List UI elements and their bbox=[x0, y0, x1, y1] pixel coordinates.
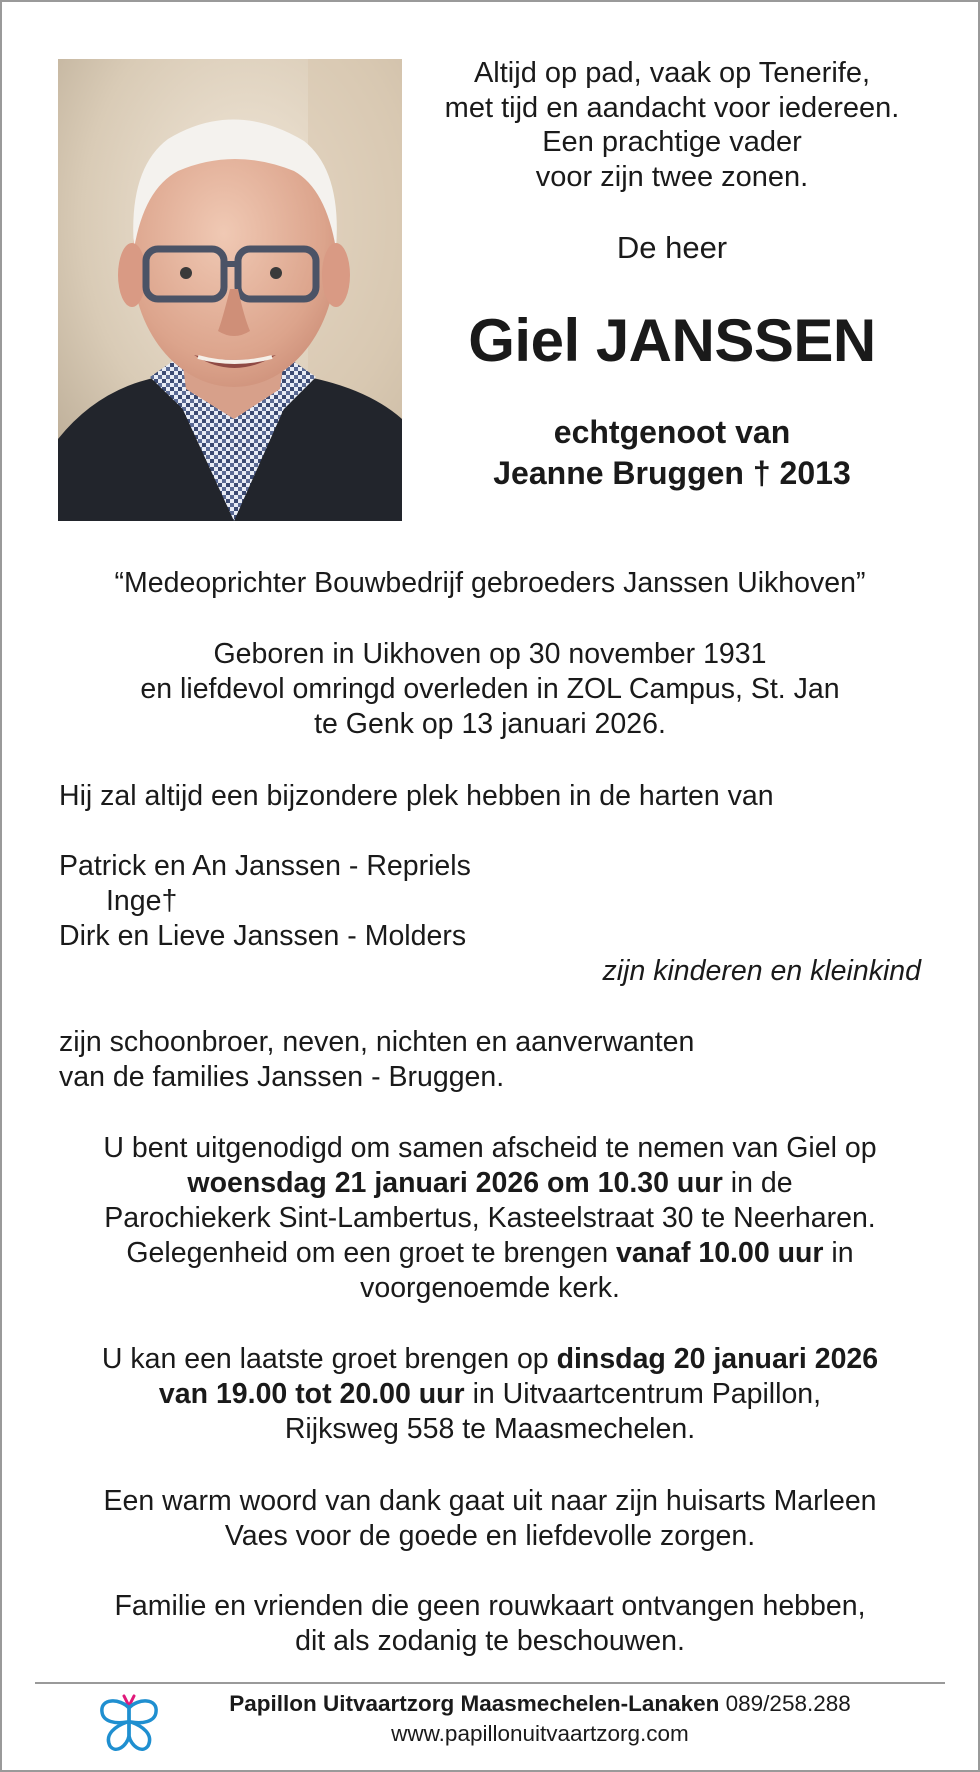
birth-death-info bbox=[40, 637, 940, 742]
thanks-line: Vaes voor de goede en liefdevolle zorgen. bbox=[224, 1520, 756, 1552]
ceremony-date: woensdag 21 januari 2026 om 10.30 uur bbox=[187, 1167, 723, 1199]
viewing-line: U kan een laatste groet brengen op dinsdag 20 januari 2026 bbox=[101, 1343, 879, 1375]
relatives-line: zijn schoonbroer, neven, nichten en aanverwanten bbox=[59, 1026, 695, 1058]
viewing-date: dinsdag 20 januari 2026 bbox=[556, 1343, 879, 1375]
company-name: Papillon Uitvaartzorg Maasmechelen-Lanaken bbox=[229, 1691, 720, 1716]
family-line: Patrick en An Janssen - Repriels bbox=[59, 850, 471, 882]
relatives-line: van de families Janssen - Bruggen. bbox=[59, 1061, 505, 1093]
birth-death-line: te Genk op 13 januari 2026. bbox=[314, 708, 666, 740]
notice-line: dit als zodanig te beschouwen. bbox=[295, 1625, 685, 1657]
poem bbox=[412, 56, 932, 194]
ceremony-line: Gelegenheid om een groet te brengen vanaf 10.00 uur in bbox=[126, 1237, 854, 1269]
family-line: Inge† bbox=[106, 885, 178, 917]
footer-divider bbox=[35, 1682, 945, 1684]
ceremony-line: Parochiekerk Sint-Lambertus, Kasteelstraat 30 te Neerharen. bbox=[104, 1202, 876, 1234]
thanks-line: Een warm woord van dank gaat uit naar zijn huisarts Marleen bbox=[103, 1485, 877, 1517]
ceremony-line: U bent uitgenodigd om samen afscheid te nemen van Giel op bbox=[103, 1132, 877, 1164]
notice bbox=[40, 1589, 940, 1659]
visit-time: vanaf 10.00 uur bbox=[615, 1237, 824, 1269]
viewing-line: van 19.00 tot 20.00 uur in Uitvaartcentrum Papillon, bbox=[158, 1378, 822, 1410]
birth-death-line: en liefdevol omringd overleden in ZOL Campus, St. Jan bbox=[140, 673, 840, 705]
family-caption: zijn kinderen en kleinkind bbox=[602, 955, 921, 987]
viewing-time: van 19.00 tot 20.00 uur bbox=[158, 1378, 465, 1410]
thanks bbox=[40, 1484, 940, 1554]
deceased-name: Giel JANSSEN bbox=[468, 307, 876, 374]
poem-line: Altijd op pad, vaak op Tenerife, bbox=[473, 57, 871, 89]
portrait-photo bbox=[58, 59, 402, 521]
viewing-line: Rijksweg 558 te Maasmechelen. bbox=[284, 1413, 696, 1445]
ceremony-line: woensdag 21 januari 2026 om 10.30 uur in de bbox=[187, 1167, 793, 1199]
spouse-line: Jeanne Bruggen † 2013 bbox=[493, 455, 851, 491]
ceremony-info bbox=[40, 1131, 940, 1306]
relatives bbox=[59, 1025, 694, 1095]
ceremony-line: voorgenoemde kerk. bbox=[360, 1272, 620, 1304]
birth-death-line: Geboren in Uikhoven op 30 november 1931 bbox=[213, 638, 767, 670]
footer-company-line bbox=[150, 1689, 930, 1719]
poem-line: Een prachtige vader bbox=[542, 126, 802, 158]
poem-line: voor zijn twee zonen. bbox=[535, 160, 809, 193]
spouse-line: echtgenoot van bbox=[553, 414, 791, 450]
poem-line: met tijd en aandacht voor iedereen. bbox=[444, 91, 900, 124]
website-link[interactable]: www.papillonuitvaartzorg.com bbox=[391, 1721, 689, 1746]
notice-line: Familie en vrienden die geen rouwkaart ontvangen hebben, bbox=[114, 1590, 866, 1622]
viewing-info bbox=[40, 1342, 940, 1447]
phone-number: 089/258.288 bbox=[719, 1691, 851, 1716]
quote: “Medeoprichter Bouwbedrijf gebroeders Janssen Uikhoven” bbox=[114, 567, 866, 599]
honorific: De heer bbox=[616, 230, 728, 265]
heart-line: Hij zal altijd een bijzondere plek hebben in de harten van bbox=[59, 780, 774, 812]
spouse-info bbox=[412, 412, 932, 494]
family-line: Dirk en Lieve Janssen - Molders bbox=[59, 920, 467, 952]
